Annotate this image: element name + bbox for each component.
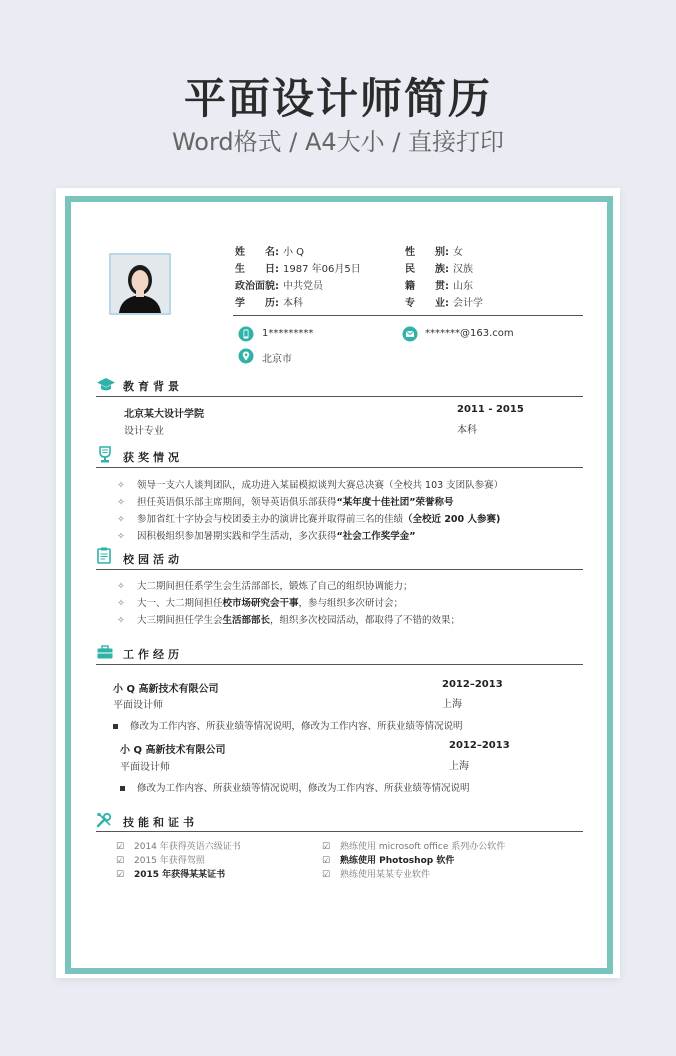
skill-text: 熟练使用 microsoft office 系列办公软件 [340, 842, 506, 852]
profile-value: 女 [453, 247, 463, 258]
briefcase-icon [97, 644, 113, 663]
profile-major-row [405, 294, 483, 309]
bullet-marker: ✧ [117, 514, 125, 525]
award-item [117, 511, 500, 525]
campus-item [117, 612, 460, 626]
job-role: 平面设计师 [120, 762, 170, 773]
campus-item [117, 595, 403, 609]
skill-item [322, 853, 454, 866]
profile-value: 本科 [283, 298, 303, 309]
section-divider [96, 831, 583, 832]
profile-value: 1987 年06月5日 [283, 264, 361, 275]
profile-hometown-row [405, 277, 473, 292]
phone-text: 1********* [262, 328, 314, 339]
checkbox-icon: ☑ [116, 842, 125, 852]
section-divider [96, 396, 583, 397]
location-text: 北京市 [262, 354, 292, 365]
job-role: 平面设计师 [113, 700, 163, 711]
profile-key: 籍 贯: [405, 281, 449, 292]
profile-key: 学 历: [235, 298, 279, 309]
education-major: 设计专业 [124, 426, 164, 437]
job-desc-text: 修改为工作内容、所获业绩等情况说明，修改为工作内容、所获业绩等情况说明 [130, 721, 463, 732]
education-degree: 本科 [457, 425, 477, 436]
profile-name-row [235, 243, 304, 258]
section-title-campus: 校园活动 [123, 553, 183, 566]
job-years: 2012–2013 [449, 740, 510, 751]
avatar [109, 253, 171, 315]
campus-text-bold: 生活部部长 [222, 615, 271, 626]
award-text: 担任英语俱乐部主席期间，领导英语俱乐部获得 [137, 497, 337, 508]
job-city: 上海 [449, 761, 469, 772]
profile-key: 专 业: [405, 298, 449, 309]
checkbox-icon: ☑ [116, 856, 125, 866]
skill-text: 2015 年获得某某证书 [134, 870, 226, 880]
profile-ethnicity-row [405, 260, 473, 275]
section-divider [96, 569, 583, 570]
banner-title: 平面设计师简历 [183, 74, 492, 123]
profile-gender-row [405, 243, 463, 258]
divider [233, 315, 583, 316]
skill-item [322, 839, 505, 852]
graduation-cap-icon [96, 377, 116, 397]
clipboard-icon [97, 547, 111, 568]
education-school: 北京某大设计学院 [124, 409, 204, 420]
job-desc-text: 修改为工作内容、所获业绩等情况说明，修改为工作内容、所获业绩等情况说明 [137, 783, 470, 794]
profile-key: 性 别: [405, 247, 449, 258]
campus-text: ，组织多次校园活动，都取得了不错的效果； [270, 615, 461, 626]
job-desc [120, 780, 470, 794]
profile-education-row [235, 294, 303, 309]
checkbox-icon: ☑ [322, 856, 331, 866]
section-divider [96, 467, 583, 468]
skill-text: 2014 年获得英语六级证书 [134, 842, 241, 852]
campus-item [117, 578, 413, 592]
job-years: 2012–2013 [442, 679, 503, 690]
job-company: 小 Q 高新技术有限公司 [113, 684, 219, 695]
award-text: 领导一支六人谈判团队，成功进入某届模拟谈判大赛总决赛（全校共 103 支团队参赛） [137, 480, 504, 491]
job-desc [113, 718, 463, 732]
profile-value: 山东 [453, 281, 473, 292]
banner-subtitle: Word格式 / A4大小 / 直接打印 [171, 128, 505, 156]
job-company: 小 Q 高新技术有限公司 [120, 745, 226, 756]
profile-value: 汉族 [453, 264, 473, 275]
location-icon [238, 348, 254, 368]
award-item [117, 494, 454, 508]
job-city: 上海 [442, 699, 462, 710]
skill-item [116, 839, 241, 852]
profile-birthday-row [235, 260, 361, 275]
section-title-awards: 获奖情况 [123, 451, 183, 464]
skill-item [116, 853, 205, 866]
campus-text: 大三期间担任学生会 [137, 615, 223, 626]
square-bullet-icon [113, 724, 118, 729]
tools-icon [96, 812, 112, 832]
campus-text-bold: 校市场研究会干事 [222, 598, 299, 609]
bullet-marker: ✧ [117, 480, 125, 491]
bullet-marker: ✧ [117, 581, 125, 592]
profile-politics-row [235, 277, 323, 292]
bullet-marker: ✧ [117, 615, 125, 626]
checkbox-icon: ☑ [116, 870, 125, 880]
award-text: 参加省红十字协会与校团委主办的演讲比赛并取得前三名的佳绩 [137, 514, 404, 525]
phone-icon [238, 326, 254, 346]
campus-text: 大一、大二期间担任 [137, 598, 223, 609]
campus-text: ，参与组织多次研讨会； [298, 598, 404, 609]
section-title-skills: 技能和证书 [123, 816, 198, 829]
checkbox-icon: ☑ [322, 842, 331, 852]
skill-item [322, 867, 430, 880]
bullet-marker: ✧ [117, 531, 125, 542]
award-text-bold: “某年度十佳社团”荣誉称号 [336, 497, 454, 508]
skill-text: 熟练使用 Photoshop 软件 [340, 856, 455, 866]
profile-value: 中共党员 [283, 281, 323, 292]
skill-text: 熟练使用某某专业软件 [340, 870, 431, 880]
skill-text: 2015 年获得驾照 [134, 856, 205, 866]
profile-value: 会计学 [453, 298, 483, 309]
campus-text: 大二期间担任系学生会生活部部长，锻炼了自己的组织协调能力； [137, 581, 413, 592]
profile-value: 小 Q [283, 247, 305, 258]
email-text: *******@163.com [425, 328, 514, 339]
section-title-work: 工作经历 [123, 648, 183, 661]
award-text: 因积极组织参加暑期实践和学生活动，多次获得 [137, 531, 337, 542]
email-icon [402, 326, 418, 346]
award-text-bold: （全校近 200 人参赛) [403, 514, 501, 525]
section-divider [96, 664, 583, 665]
education-years: 2011 - 2015 [457, 404, 524, 415]
trophy-icon [97, 446, 113, 468]
checkbox-icon: ☑ [322, 870, 331, 880]
profile-key: 生 日: [235, 264, 279, 275]
award-text-bold: “社会工作奖学金” [336, 531, 416, 542]
profile-key: 民 族: [405, 264, 449, 275]
profile-key: 姓 名: [235, 247, 279, 258]
award-item [117, 528, 416, 542]
section-title-education: 教育背景 [123, 380, 183, 393]
profile-key: 政治面貌: [235, 281, 279, 292]
skill-item [116, 867, 225, 880]
award-item [117, 477, 503, 491]
square-bullet-icon [120, 786, 125, 791]
bullet-marker: ✧ [117, 497, 125, 508]
bullet-marker: ✧ [117, 598, 125, 609]
